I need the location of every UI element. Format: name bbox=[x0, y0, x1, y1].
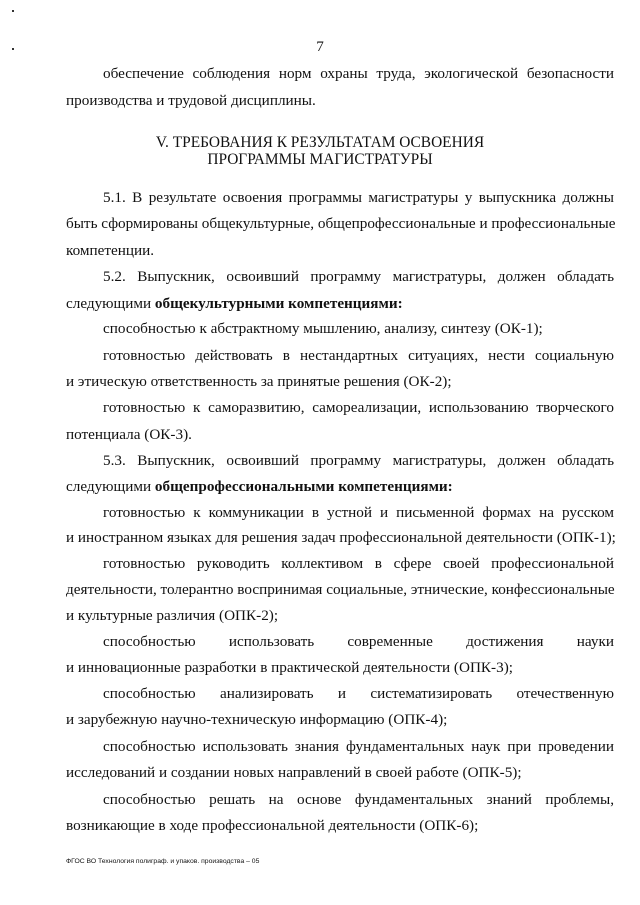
text-line: и этическую ответственность за принятые решения (ОК-2); bbox=[66, 373, 452, 390]
section-title: ПРОГРАММЫ МАГИСТРАТУРЫ bbox=[207, 151, 433, 168]
text-line: и культурные различия (ОПК-2); bbox=[66, 607, 279, 624]
text-line: обеспечение соблюдения норм охраны труда, экологической безопасности bbox=[103, 65, 614, 82]
text-line bbox=[66, 296, 614, 311]
text-line: готовностью к коммуникации в устной и письменной формах на русском bbox=[103, 504, 614, 521]
text-line: и зарубежную научно-техническую информацию (ОПК-4); bbox=[66, 711, 448, 728]
text-line: способностью анализировать и систематизировать отечественную bbox=[103, 685, 614, 702]
text-line: потенциала (ОК-3). bbox=[66, 426, 192, 443]
scan-mark bbox=[12, 10, 14, 12]
text-line: способностью использовать знания фундаментальных наук при проведении bbox=[103, 738, 614, 755]
text-line: компетенции. bbox=[66, 242, 155, 259]
footer: ФГОС ВО Технология полиграф. и упаков. производства – 05 bbox=[66, 858, 260, 865]
text-line: способностью решать на основе фундаментальных знаний проблемы, bbox=[103, 791, 614, 808]
text-line: и иностранном языках для решения задач профессиональной деятельности (ОПК-1); bbox=[66, 529, 616, 546]
text-line: 5.2. Выпускник, освоивший программу магистратуры, должен обладать bbox=[103, 268, 614, 285]
text-line: деятельности, толерантно воспринимая социальные, этнические, конфессиональные bbox=[66, 581, 615, 598]
text-line: готовностью руководить коллективом в сфере своей профессиональной bbox=[103, 555, 614, 572]
competency-heading: общепрофессиональными компетенциями: bbox=[154, 478, 453, 495]
competency-heading: общекультурными компетенциями: bbox=[154, 295, 403, 312]
text-line: способностью к абстрактному мышлению, анализу, синтезу (ОК-1); bbox=[103, 320, 543, 337]
text-line: 5.1. В результате освоения программы магистратуры у выпускника должны bbox=[103, 189, 614, 206]
text-line: способностью использовать современные достижения науки bbox=[103, 633, 614, 650]
page-number: 7 bbox=[316, 38, 324, 55]
text-line bbox=[66, 479, 614, 494]
text-plain: следующими bbox=[66, 478, 155, 495]
section-title: V. ТРЕБОВАНИЯ К РЕЗУЛЬТАТАМ ОСВОЕНИЯ bbox=[155, 134, 485, 151]
text-line: готовностью к саморазвитию, самореализации, использованию творческого bbox=[103, 399, 614, 416]
text-line: готовностью действовать в нестандартных ситуациях, нести социальную bbox=[103, 347, 614, 364]
text-line: 5.3. Выпускник, освоивший программу магистратуры, должен обладать bbox=[103, 452, 614, 469]
text-line: исследований и создании новых направлений в своей работе (ОПК-5); bbox=[66, 764, 522, 781]
text-line: возникающие в ходе профессиональной деятельности (ОПК-6); bbox=[66, 817, 479, 834]
text-plain: следующими bbox=[66, 295, 155, 312]
text-line: и инновационные разработки в практической деятельности (ОПК-3); bbox=[66, 659, 513, 676]
text-line: быть сформированы общекультурные, общепрофессиональные и профессиональные bbox=[66, 215, 616, 232]
text-line: производства и трудовой дисциплины. bbox=[66, 92, 316, 109]
